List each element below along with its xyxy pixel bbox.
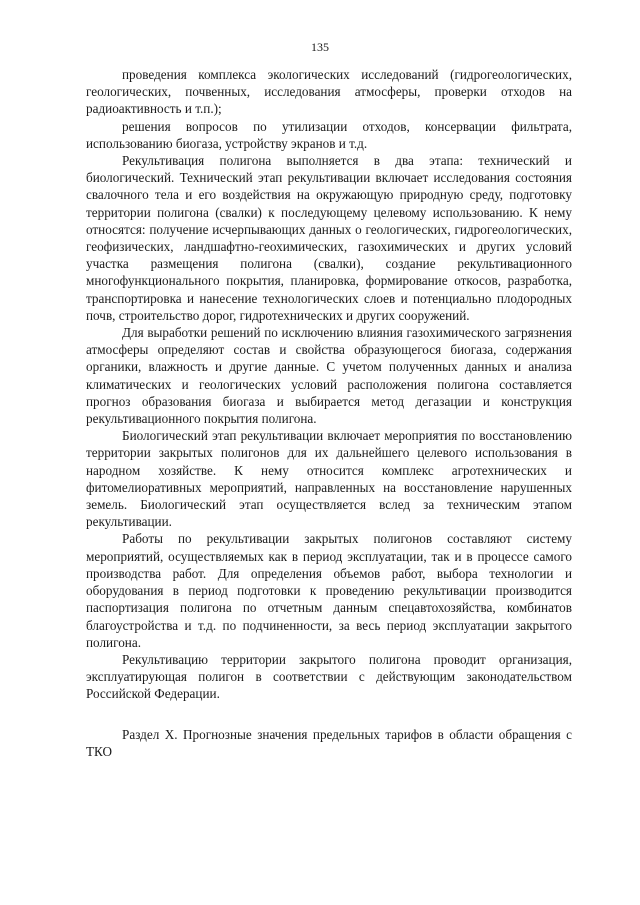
paragraph-waste-decisions: решения вопросов по утилизации отходов, консервации фильтрата, использованию биогаза, устройству экранов и т.д.: [86, 118, 572, 151]
section-heading: Раздел X. Прогнозные значения предельных тарифов в области обращения с ТКО: [86, 726, 572, 759]
paragraph-biological-stage: Биологический этап рекультивации включает мероприятия по восстановлению территории закрытых полигонов для их дальнейшего целевого использования в народном хозяйстве. К нему относится комплекс агротехнических и фитомелиоративных мероприятий, направленных на восстановление нарушенных земель. Биологический этап осуществляется вслед за техническим этапом рекультивации.: [86, 428, 572, 530]
paragraph-works-system: Работы по рекультивации закрытых полигонов составляют систему мероприятий, осуществляемых как в период эксплуатации, так и в процессе самого производства работ. Для определения объемов работ, выбора технологии и оборудования в период подготовки к проведению рекультивации производится паспортизация полигона по отчетным данным спецавтохозяйства, комбинатов благоустройства и т.д. по подчиненности, за весь период эксплуатации закрытого полигона.: [86, 531, 572, 650]
paragraph-research-list: проведения комплекса экологических исследований (гидрогеологических, геологических, почвенных, исследования атмосферы, проверки отходов на радиоактивность и т.п.);: [86, 67, 572, 117]
page-body: [86, 66, 572, 760]
paragraph-operator-responsibility: Рекультивацию территории закрытого полигона проводит организация, эксплуатирующая полигон в соответствии с действующим законодательством Российской Федерации.: [86, 651, 572, 702]
paragraph-biogas: Для выработки решений по исключению влияния газохимического загрязнения атмосферы определяют состав и свойства образующегося биогаза, содержания органики, влажность и другие данные. С учетом полученных данных и анализа климатических и геологических условий расположения полигона составляется прогноз образования биогаза и выбирается метод дегазации и конструкция рекультивационного покрытия полигона.: [86, 325, 572, 427]
paragraph-technical-stage: Рекультивация полигона выполняется в два этапа: технический и биологический. Технический этап рекультивации включает исследования состояния свалочного тела и его воздействия на окружающую природную среду, подготовку территории полигона (свалки) к последующему целевому использованию. К нему относятся: получение исчерпывающих данных о геологических, гидрогеологических, геофизических, ландшафтно-геохимических, газохимических и других условий участка размещения полигона (свалки), создание рекультивационного многофункционального покрытия, планировка, формирование откосов, разработка, транспортировка и нанесение технологических слоев и потенциально плодородных почв, строительство дорог, гидротехнических и других сооружений.: [86, 153, 572, 323]
page-number: 135: [311, 40, 329, 54]
